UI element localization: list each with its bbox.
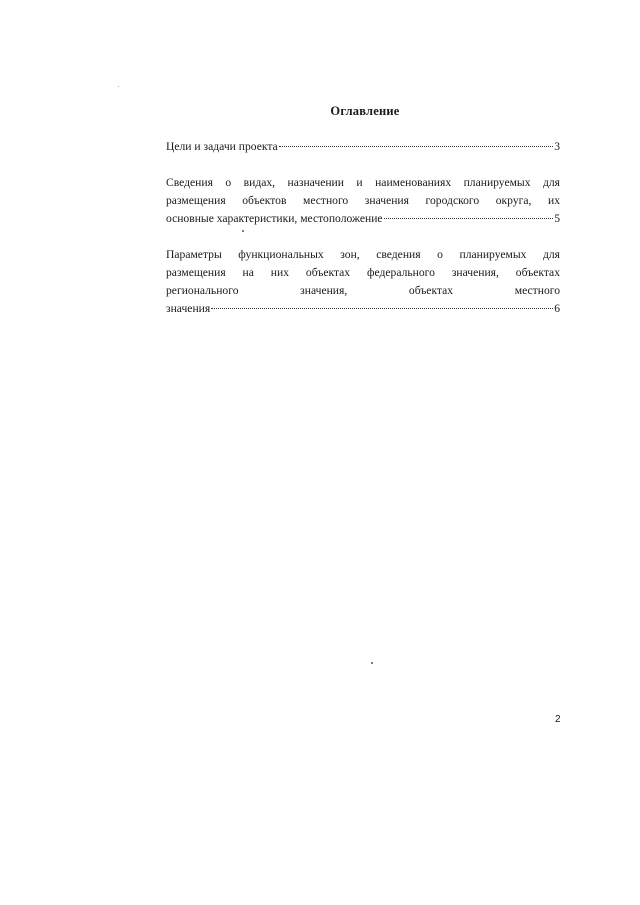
- toc-entry-word: значения,: [300, 284, 348, 297]
- toc-entry-word: местного: [514, 284, 560, 297]
- toc-entry-line: [166, 246, 560, 264]
- toc-page-number: 5: [554, 212, 560, 225]
- toc-entry-local-objects[interactable]: [166, 174, 560, 228]
- toc-entry-text: Сведения о видах, назначении и наименованиях планируемых для: [166, 176, 560, 189]
- toc-page-number: 3: [554, 140, 560, 153]
- toc-entry-line: [166, 282, 560, 300]
- toc-entry-functional-zones[interactable]: [166, 246, 560, 318]
- toc-entry-line: [166, 192, 560, 210]
- toc-entry-text: размещения объектов местного значения городского округа, их: [166, 194, 560, 207]
- dot-leader: [384, 218, 554, 219]
- toc-page-number: 6: [554, 302, 560, 315]
- scan-speck: [242, 230, 244, 232]
- toc-entry-line: [166, 174, 560, 192]
- page-number: 2: [555, 714, 561, 725]
- toc-entry-text: Цели и задачи проекта: [166, 140, 278, 153]
- scan-speck: [371, 662, 373, 664]
- toc-entry-line: [166, 264, 560, 282]
- toc-entry-text: значения: [166, 302, 211, 315]
- toc-entry-last-line: [166, 138, 560, 156]
- toc-entry-text: Параметры функциональных зон, сведения о планируемых для: [166, 248, 560, 261]
- dot-leader: [279, 146, 554, 147]
- toc-title: Оглавление: [330, 104, 400, 118]
- toc-entry-text: основные характеристики, местоположение: [166, 212, 383, 225]
- toc-entry-last-line: [166, 210, 560, 228]
- toc-entry-word: объектах: [408, 284, 454, 297]
- dot-leader: [211, 308, 553, 309]
- scan-speck: [118, 86, 119, 87]
- toc-entry-text: размещения на них объектах федерального значения, объектах: [166, 266, 560, 279]
- table-of-contents: [166, 138, 560, 336]
- toc-entry-last-line: [166, 300, 560, 318]
- toc-entry-word: регионального: [166, 284, 239, 297]
- toc-entry-goals[interactable]: [166, 138, 560, 156]
